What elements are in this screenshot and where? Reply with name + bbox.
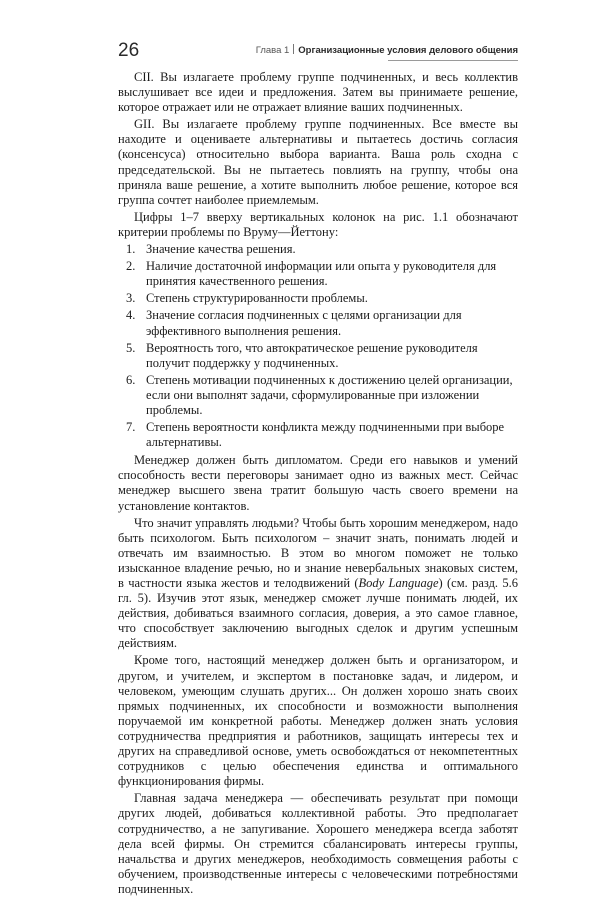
header-rule [388, 60, 518, 61]
running-head [256, 44, 518, 58]
list-item-text: Степень структурированности проблемы. [146, 291, 368, 306]
list-item-number: 6. [126, 372, 136, 387]
psychologist-text-end: ) (см. разд. 5.6 гл. 5). Изучив этот язык, менеджер сможет лучше понимать людей, их действия, добиваться взаимного согласия, доверия, а это самое главное, что способствует заключению выгодных сделок и другим успешным действиям. [118, 576, 519, 651]
page-header [118, 40, 518, 66]
list-item [118, 341, 518, 371]
list-item-number: 4. [126, 308, 136, 323]
paragraph-cii: CII. Вы излагаете проблему группе подчиненных, и весь коллектив выслушивает все идеи и предложения. Затем вы принимаете решение, которое отражает или не отражает влияние ваших подчиненных. [118, 70, 518, 115]
list-item [118, 259, 518, 289]
list-item-text: Степень вероятности конфликта между подчиненными при выборе альтернативы. [146, 420, 505, 450]
body-language-term: Body Language [358, 576, 439, 590]
list-item [118, 308, 518, 338]
list-item-number: 2. [126, 259, 136, 274]
paragraph-criteria-intro: Цифры 1–7 вверху вертикальных колонок на рис. 1.1 обозначают критерии проблемы по Вруму—Йеттону: [118, 209, 518, 239]
running-head-separator [293, 44, 294, 54]
list-item [118, 242, 518, 257]
body-text [118, 70, 518, 899]
chapter-label: Глава 1 [255, 45, 290, 56]
list-item [118, 420, 518, 450]
chapter-title: Организационные условия делового общения [298, 45, 518, 56]
paragraph-main-task: Главная задача менеджера — обеспечивать результат при помощи других людей, добиваться коллективной работы. Это предполагает сотрудничество, а не запугивание. Хорошего менеджера всегда заботят дела всей фирмы. Он стремится сбалансировать интересы группы, начальства и других менеджеров, необходимость совмещения работы с обучением, производственные интересы с человеческими потребностями подчиненных. [118, 791, 518, 896]
paragraph-diplomat: Менеджер должен быть дипломатом. Среди его навыков и умений способность вести переговоры занимает одно из важных мест. Сейчас менеджер высшего звена тратит большую часть своего времени на установление контактов. [118, 453, 518, 513]
paragraph-psychologist [118, 516, 518, 652]
list-item [118, 373, 518, 418]
list-item-text: Степень мотивации подчиненных к достижению целей организации, если они выполнят задачи, сформулированные при изложении проблемы. [146, 372, 513, 417]
criteria-list [118, 242, 518, 450]
list-item-text: Значение качества решения. [146, 242, 296, 257]
list-item-number: 5. [126, 340, 136, 355]
page-number: 26 [118, 40, 140, 61]
psychologist-text-start: Что значит управлять людьми? Чтобы быть хорошим менеджером, надо быть психологом. Быть психологом – значит знать, понимать людей и отвечать им взаимностью. В этом во многом поможет не только изысканное владение речью, но и знание невербальных знаковых систем, в частности языка жестов и телодвижений ( [118, 515, 518, 590]
list-item-text: Наличие достаточной информации или опыта у руководителя для принятия качественного решения. [146, 259, 497, 289]
list-item-number: 3. [126, 291, 136, 306]
list-item-number: 7. [126, 420, 136, 435]
list-item-text: Значение согласия подчиненных с целями организации для эффективного выполнения решения. [146, 308, 462, 338]
list-item-number: 1. [126, 242, 136, 257]
paragraph-gii: GII. Вы излагаете проблему группе подчиненных. Все вместе вы находите и оцениваете альтернативы и пытаетесь достичь согласия (консенсуса) относительно выбора варианта. Ваша роль сходна с председательской. Вы не пытаетесь повлиять на группу, чтобы она приняла ваше решение, а хотите выполнить любое решение, которое вся группа сочтет наиболее приемлемым. [118, 117, 518, 207]
list-item [118, 291, 518, 306]
list-item-text: Вероятность того, что автократическое решение руководителя получит поддержку у подчиненных. [146, 340, 478, 370]
paragraph-organizer: Кроме того, настоящий менеджер должен быть и организатором, и другом, и учителем, и экспертом в постановке задач, и лидером, и человеком, умеющим слушать других... Он должен хорошо знать своих прямых подчиненных, их способности и возможности выполнения поручаемой им конкретной работы. Менеджер должен знать условия сотрудничества предприятия и работников, защищать интересы тех и других на справедливой основе, уметь освобождаться от некомпетентных сотрудников с целью обеспечения единства и оптимального функционирования фирмы. [118, 653, 518, 789]
